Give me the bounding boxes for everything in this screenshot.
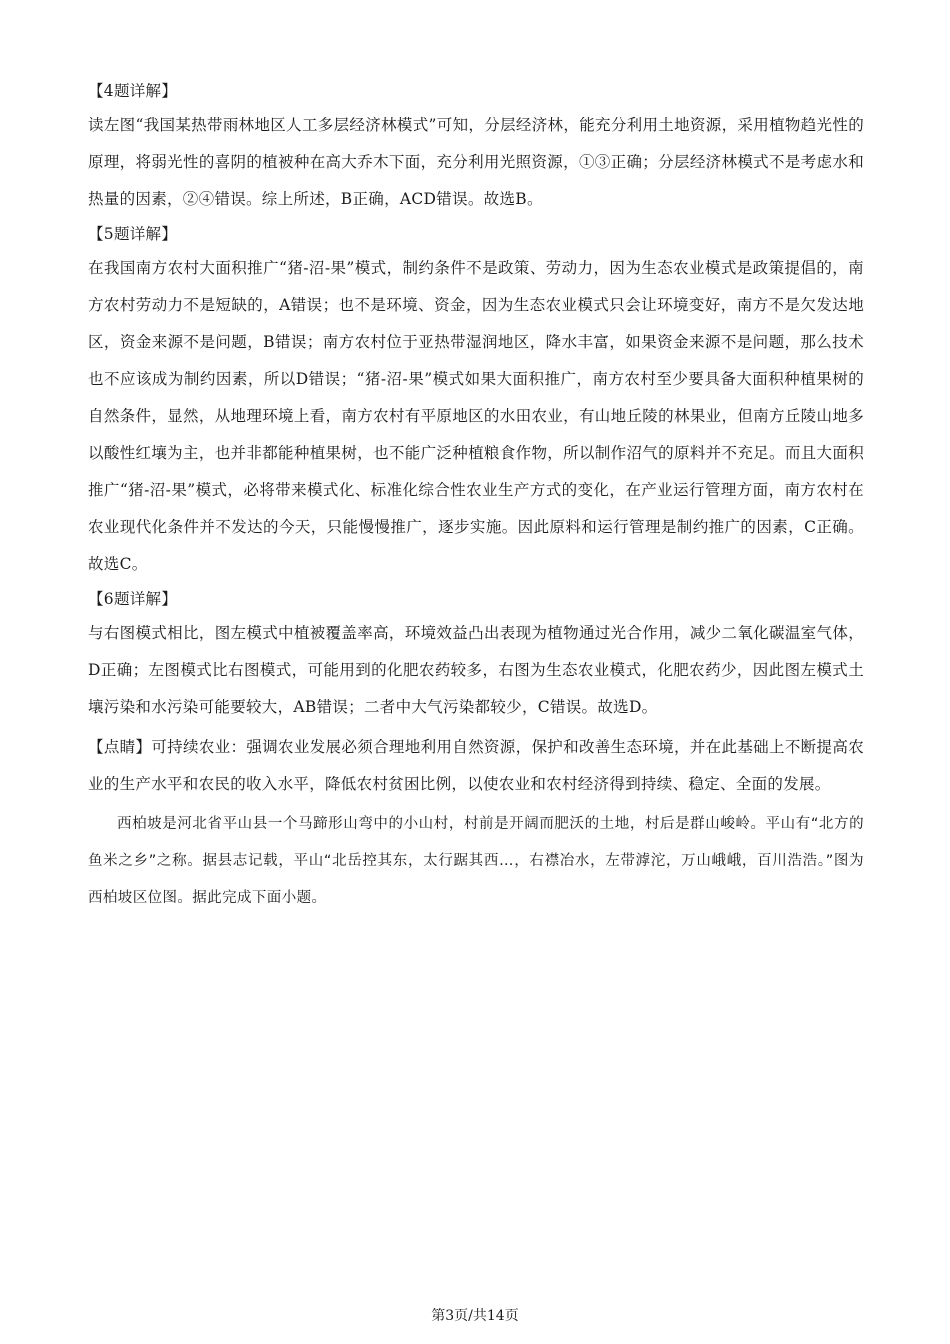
document-body xyxy=(88,78,864,917)
q5-heading: 【5题详解】 xyxy=(88,225,178,243)
page-number: 第3页/共14页 xyxy=(431,1308,519,1324)
tip-paragraph: 【点睛】可持续农业：强调农业发展必须合理地利用自然资源，保护和改善生态环境，并在此基础上不断提高农业的生产水平和农民的收入水平，降低农村贫困比例，以使农业和农村经济得到持续、稳定、全面的发展。 xyxy=(88,738,864,793)
q4-heading: 【4题详解】 xyxy=(88,82,178,100)
q6-explanation: 与右图模式相比，图左模式中植被覆盖率高，环境效益凸出表现为植物通过光合作用，减少二氧化碳温室气体，D正确；左图模式比右图模式，可能用到的化肥农药较多，右图为生态农业模式，化肥农药少，因此图左模式土壤污染和水污染可能要较大，AB错误；二者中大气污染都较少，C错误。故选D。 xyxy=(88,624,864,716)
q5-explanation: 在我国南方农村大面积推广“猪-沼-果”模式，制约条件不是政策、劳动力，因为生态农业模式是政策提倡的，南方农村劳动力不是短缺的，A错误；也不是环境、资金，因为生态农业模式只会让环境变好，南方不是欠发达地区，资金来源不是问题，B错误；南方农村位于亚热带湿润地区，降水丰富，如果资金来源不是问题，那么技术也不应该成为制约因素，所以D错误；“猪-沼-果”模式如果大面积推广，南方农村至少要具备大面积种植果树的自然条件，显然，从地理环境上看，南方农村有平原地区的水田农业，有山地丘陵的林果业，但南方丘陵山地多以酸性红壤为主，也并非都能种植果树，也不能广泛种植粮食作物，所以制作沼气的原料并不充足。而且大面积推广“猪-沼-果”模式，必将带来模式化、标准化综合性农业生产方式的变化，在产业运行管理方面，南方农村在农业现代化条件并不发达的今天，只能慢慢推广，逐步实施。因此原料和运行管理是制约推广的因素，C正确。故选C。 xyxy=(88,259,864,573)
q6-heading: 【6题详解】 xyxy=(88,590,178,608)
next-question-intro: 西柏坡是河北省平山县一个马蹄形山弯中的小山村，村前是开阔而肥沃的土地，村后是群山峻岭。平山有“北方的鱼米之乡”之称。据县志记载，平山“北岳控其东，太行踞其西…，右襟冶水，左带滹沱，万山峨峨，百川浩浩。”图为西柏坡区位图。据此完成下面小题。 xyxy=(88,816,864,906)
q4-explanation: 读左图“我国某热带雨林地区人工多层经济林模式”可知，分层经济林，能充分利用土地资源，采用植物趋光性的原理，将弱光性的喜阴的植被种在高大乔木下面，充分利用光照资源，①③正确；分层经济林模式不是考虑水和热量的因素，②④错误。综上所述，B正确，ACD错误。故选B。 xyxy=(88,116,864,208)
